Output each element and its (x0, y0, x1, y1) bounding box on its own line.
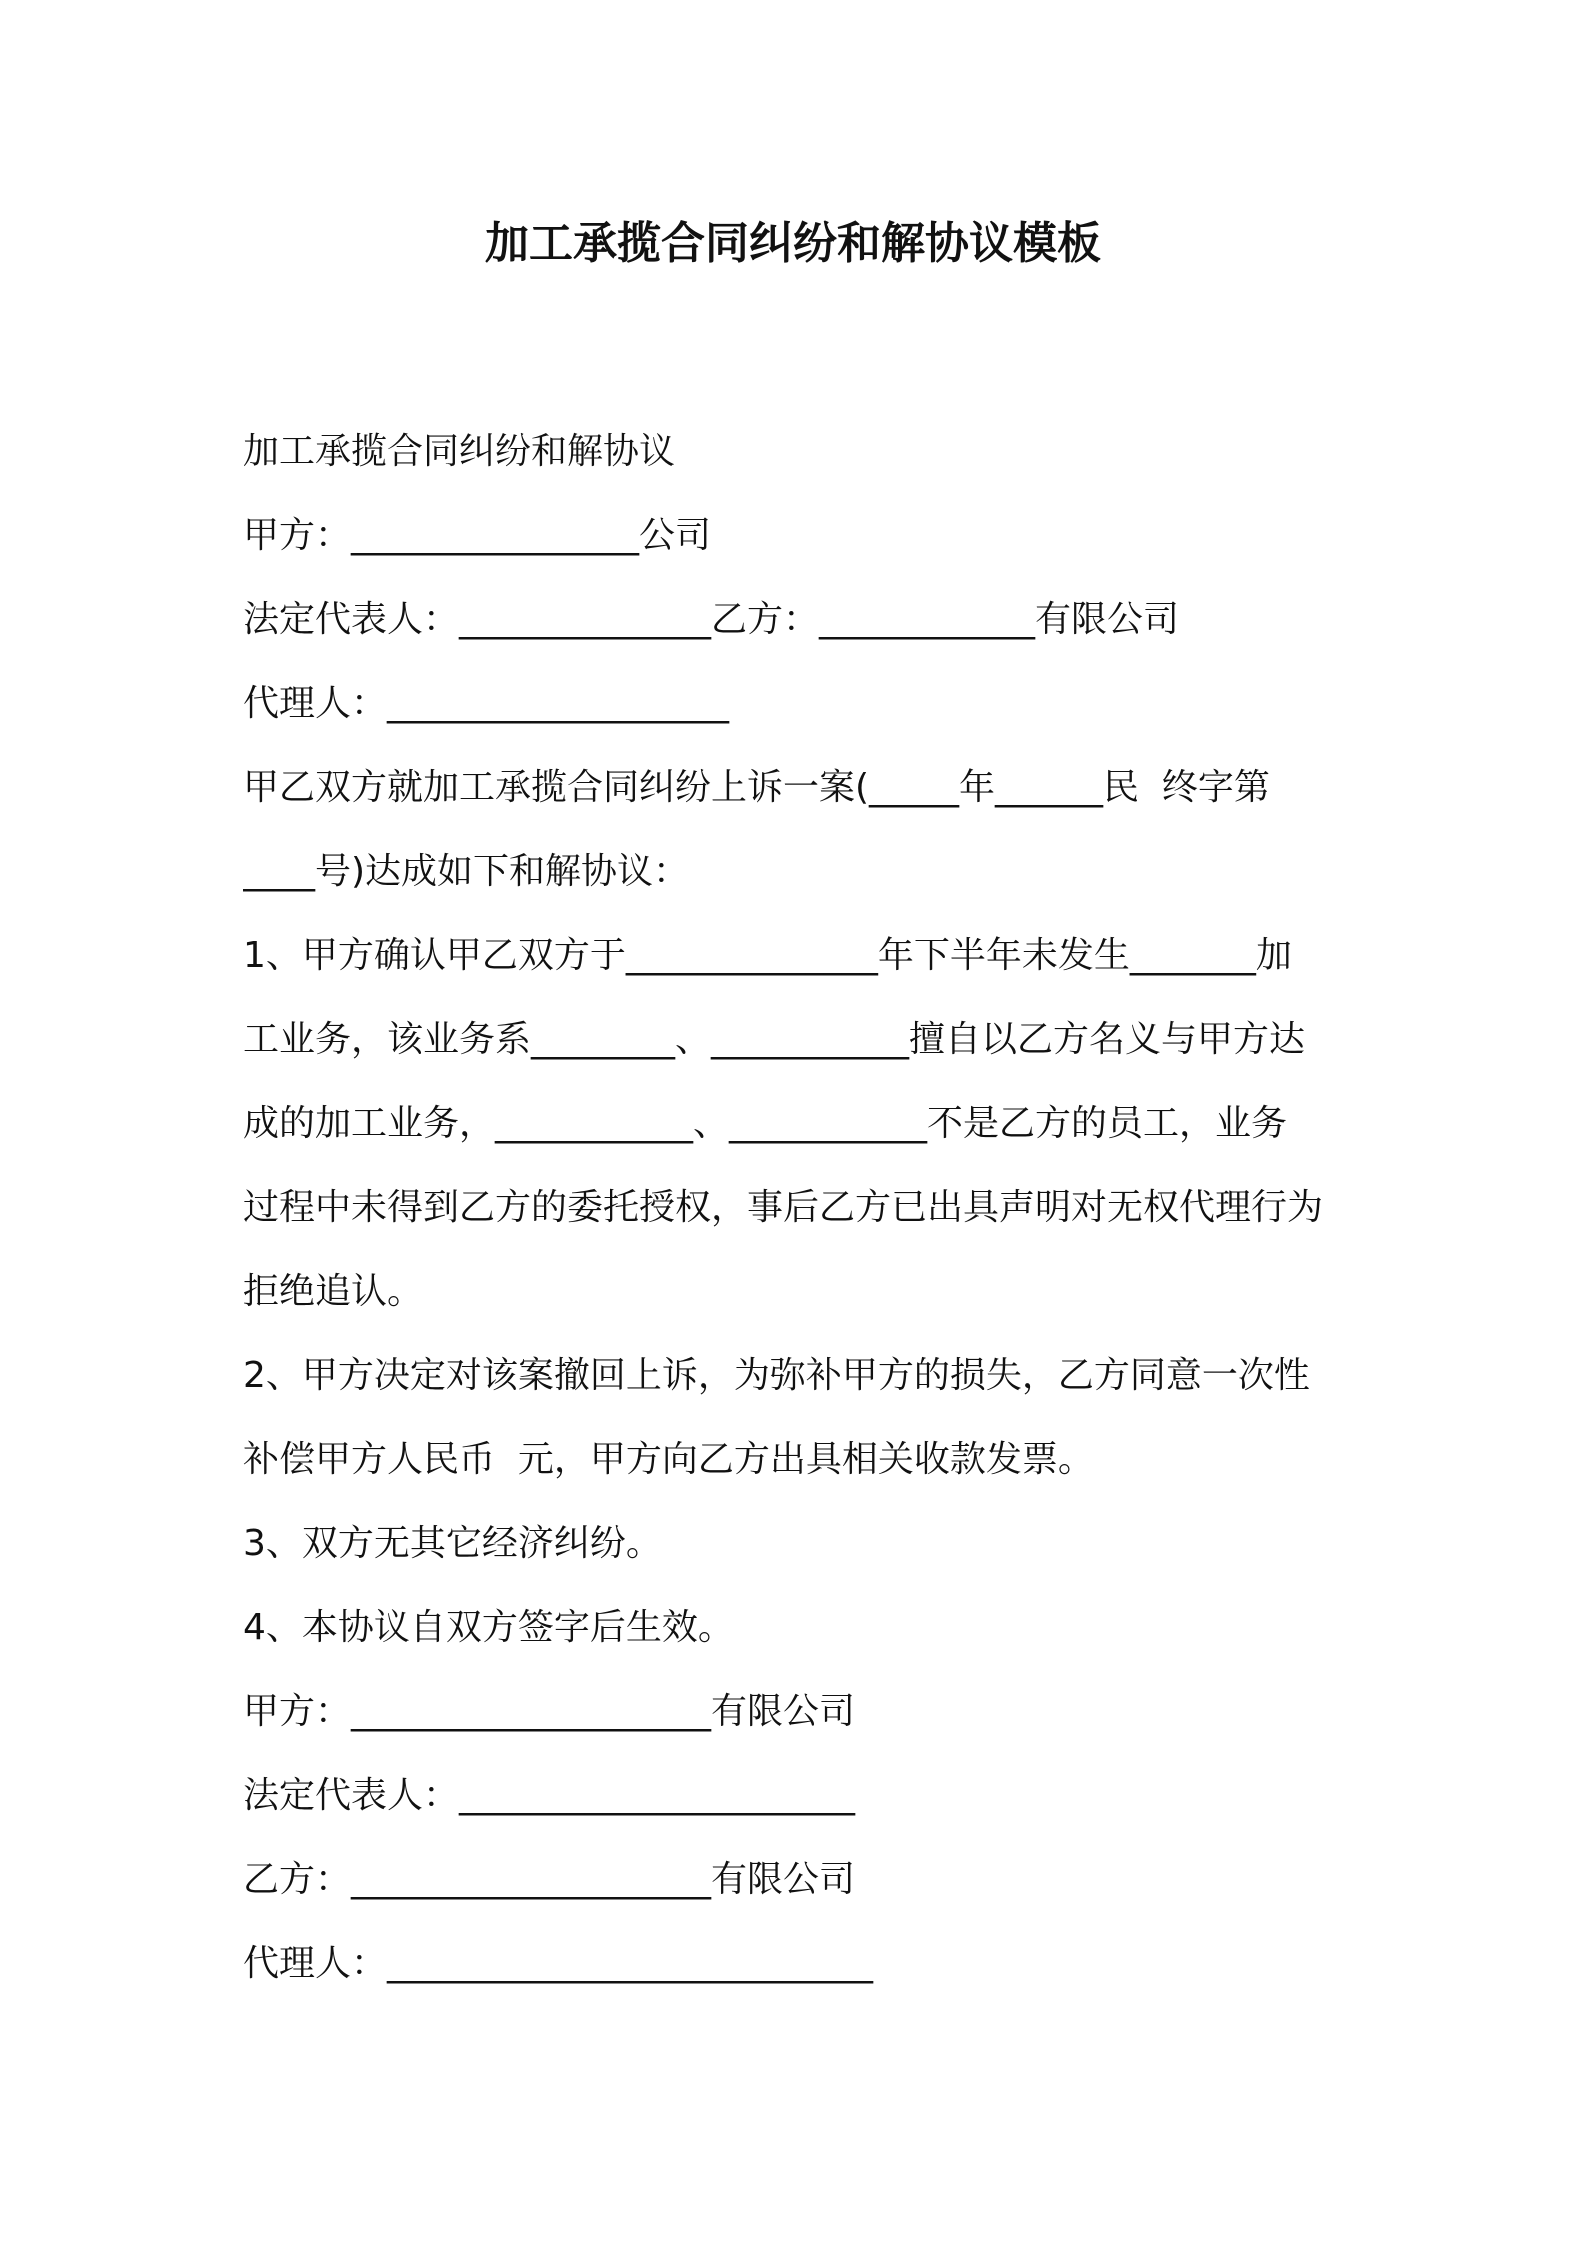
document-title: 加工承揽合同纠纷和解协议模板 (485, 218, 1101, 269)
agreement-heading: 加工承揽合同纠纷和解协议 (243, 431, 676, 472)
clause-1-line: 拒绝追认。 (243, 1271, 424, 1312)
signature-party-b-line: 乙方：____________________有限公司 (243, 1859, 856, 1900)
clause-2-line: 补偿甲方人民币 元，甲方向乙方出具相关收款发票。 (243, 1439, 1094, 1480)
clause-2-line: 2、甲方决定对该案撤回上诉，为弥补甲方的损失，乙方同意一次性 (243, 1355, 1310, 1396)
legal-rep-party-b-line: 法定代表人：______________乙方：____________有限公司 (243, 599, 1180, 640)
clause-1-line: 1、甲方确认甲乙双方于______________年下半年未发生_______加 (243, 935, 1292, 976)
signature-agent-line: 代理人：___________________________ (243, 1943, 874, 1984)
clause-1-line: 过程中未得到乙方的委托授权，事后乙方已出具声明对无权代理行为 (243, 1187, 1324, 1228)
paragraph-line: ____号)达成如下和解协议： (243, 851, 690, 892)
signature-party-a-line: 甲方：____________________有限公司 (243, 1691, 856, 1732)
party-a-line: 甲方：________________公司 (243, 515, 712, 556)
agent-line: 代理人：___________________ (243, 683, 730, 724)
clause-1-line: 工业务，该业务系________、___________擅自以乙方名义与甲方达 (243, 1019, 1306, 1060)
clause-4-line: 4、本协议自双方签字后生效。 (243, 1607, 734, 1648)
document-body (243, 410, 1353, 2006)
clause-1-line: 成的加工业务，___________、___________不是乙方的员工，业务 (243, 1103, 1288, 1144)
signature-legal-rep-line: 法定代表人：______________________ (243, 1775, 856, 1816)
paragraph-line: 甲乙双方就加工承揽合同纠纷上诉一案(_____年______民 终字第 (243, 767, 1270, 808)
clause-3-line: 3、双方无其它经济纠纷。 (243, 1523, 662, 1564)
